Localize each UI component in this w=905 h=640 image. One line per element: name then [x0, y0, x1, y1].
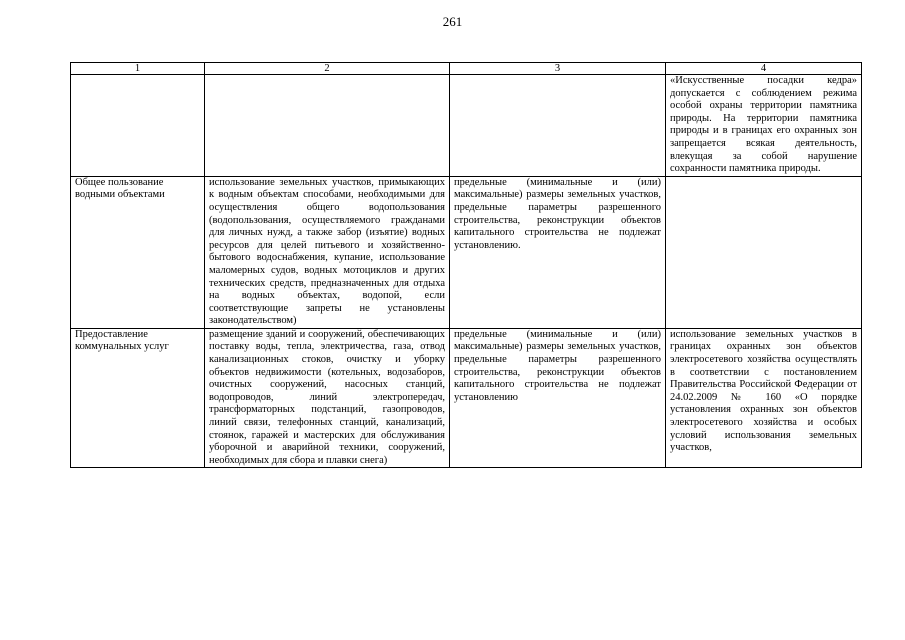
- row-2-use-type: Общее пользование водными объектами: [71, 176, 205, 328]
- table-header-row: [71, 63, 862, 75]
- row-1-description: [205, 75, 450, 177]
- page-number: 261: [442, 14, 463, 29]
- table-row: [71, 176, 862, 328]
- column-header-4: 4: [666, 63, 862, 75]
- column-header-2: 2: [205, 63, 450, 75]
- column-header-3: 3: [450, 63, 666, 75]
- row-3-use-type: Предоставление коммунальных услуг: [71, 328, 205, 468]
- column-header-1: 1: [71, 63, 205, 75]
- row-1-use-type: [71, 75, 205, 177]
- row-1-restrictions: «Искусственные посадки кедра» допускается с соблюдением режима особой охраны территории памятника природы. На территории памятника природы и в границах его охранных зон запрещается всякая деятельность, влекущая за собой нарушение сохранности памятника природы.: [666, 75, 862, 177]
- row-2-parameters: предельные (минимальные и (или) максимальные) размеры земельных участков, предельные параметры разрешенного строительства, реконструкции объектов капитального строительства не подлежат установлению.: [450, 176, 666, 328]
- row-3-description: размещение зданий и сооружений, обеспечивающих поставку воды, тепла, электричества, газа, отвод канализационных стоков, очистку и уборку объектов недвижимости (котельных, водозаборов, очистных сооружений, насосных станций, водопроводов, линий электропередач, трансформаторных подстанций, газопроводов, линий связи, телефонных станций, канализаций, стоянок, гаражей и мастерских для обслуживания уборочной и аварийной техники, сооружений, необходимых для сбора и плавки снега): [205, 328, 450, 468]
- row-2-restrictions: [666, 176, 862, 328]
- zoning-table: [70, 62, 862, 468]
- row-2-description: использование земельных участков, примыкающих к водным объектам способами, необходимыми для осуществления общего водопользования (водопользования, осуществляемого гражданами для личных нужд, а также забор (изъятие) водных ресурсов для целей питьевого и хозяйственно-бытового водоснабжения, купание, использование маломерных судов, водных мотоциклов и других технических средств, предназначенных для отдыха на водных объектах, водопой, если соответствующие запреты не установлены законодательством): [205, 176, 450, 328]
- row-3-restrictions: использование земельных участков в границах охранных зон объектов электросетевого хозяйства осуществлять в соответствии с постановлением Правительства Российской Федерации от 24.02.2009 № 160 «О порядке установления охранных зон объектов электросетевого хозяйства и особых условий использования земельных участков,: [666, 328, 862, 468]
- row-3-parameters: предельные (минимальные и (или) максимальные) размеры земельных участков, предельные параметры разрешенного строительства, реконструкции объектов капитального строительства не подлежат установлению: [450, 328, 666, 468]
- table-row: [71, 75, 862, 177]
- table-row: [71, 328, 862, 468]
- row-1-parameters: [450, 75, 666, 177]
